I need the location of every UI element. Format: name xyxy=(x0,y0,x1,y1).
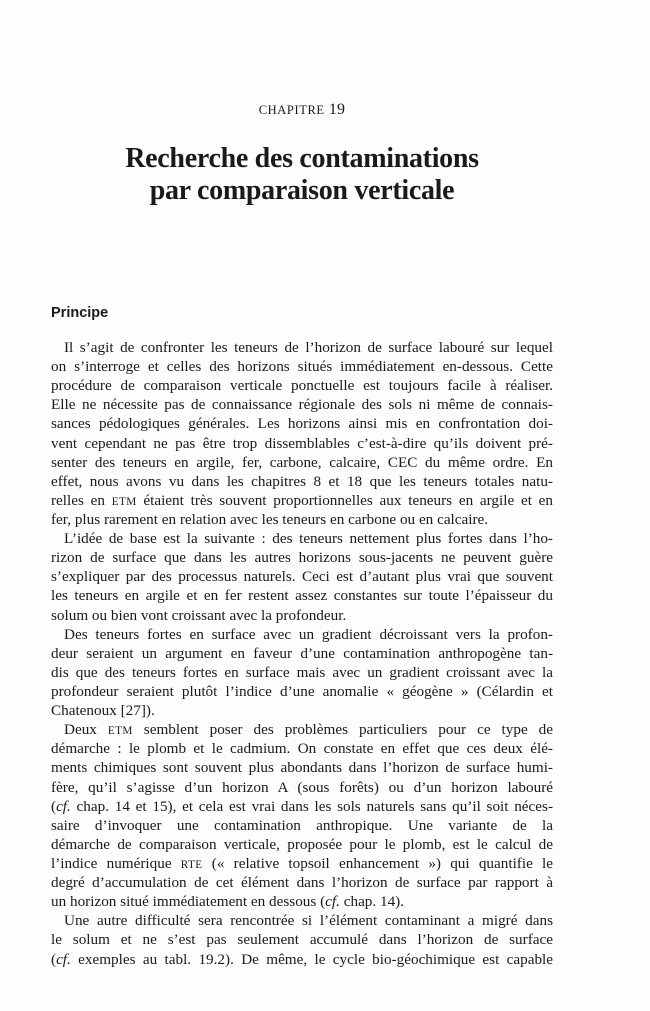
text-line xyxy=(51,625,553,644)
text-segment: étaient très souvent proportionnelles aux teneurs en argile et en xyxy=(136,491,553,509)
text-line xyxy=(51,892,553,911)
text-segment: ments chimiques sont souvent plus abondants dans l’horizon de surface humi- xyxy=(51,759,553,777)
text-segment: fer, plus rarement en relation avec les teneurs en carbone ou en calcaire. xyxy=(51,510,489,528)
chapter-number: 19 xyxy=(328,101,346,118)
chapter-title-line-1: Recherche des contaminations xyxy=(125,143,479,174)
text-line xyxy=(51,510,553,529)
text-segment: l’indice numérique xyxy=(51,854,181,872)
text-segment: Il s’agit de confronter les teneurs de l’horizon de surface labouré sur lequel xyxy=(64,339,553,356)
text-segment: deur seraient un argument en faveur d’une contamination anthropogène tan- xyxy=(51,644,553,662)
text-segment: Des teneurs fortes en surface avec un gradient décroissant vers la profon- xyxy=(64,625,553,643)
chapter-title xyxy=(0,143,604,207)
abbreviation: RTE xyxy=(180,858,203,871)
text-line xyxy=(51,376,553,395)
text-line xyxy=(51,930,553,949)
text-segment: démarche de comparaison verticale, proposée pour le plomb, est le calcul de xyxy=(51,835,553,853)
chapter-label-prefix: CHAPITRE xyxy=(258,103,325,117)
text-line xyxy=(51,472,553,491)
text-line xyxy=(51,663,553,682)
text-segment: effet, nous avons vu dans les chapitres 8 et 18 que les teneurs totales natu- xyxy=(51,472,553,490)
text-line xyxy=(51,491,553,510)
text-segment: procédure de comparaison verticale ponctuelle est toujours facile à réaliser. xyxy=(51,377,553,395)
text-segment: sances pédologiques générales. Les horizons ainsi mis en confrontation doi- xyxy=(51,415,553,433)
text-line xyxy=(51,567,553,586)
text-segment: ( xyxy=(51,950,57,968)
chapter-label xyxy=(0,100,604,120)
text-line xyxy=(51,758,553,777)
text-segment: semblent poser des problèmes particuliers pour ce type de xyxy=(132,721,553,739)
text-segment: rizon de surface que dans les autres horizons sous-jacents ne peuvent guère xyxy=(51,549,553,567)
text-line xyxy=(51,357,553,376)
text-segment: senter des teneurs en argile, fer, carbone, calcaire, CEC du même ordre. En xyxy=(51,453,553,471)
text-segment: chap. 14 et 15), et cela est vrai dans les sols naturels sans qu’il soit néces- xyxy=(70,797,553,815)
text-segment: on s’interroge et celles des horizons situés immédiatement en-dessous. Cette xyxy=(51,358,553,376)
text-segment: relles en xyxy=(51,491,112,509)
text-line xyxy=(51,529,553,548)
text-segment: Chatenoux [27]). xyxy=(51,702,155,720)
text-segment: fère, qu’il s’agisse d’un horizon A (sous forêts) ou d’un horizon labouré xyxy=(51,778,553,796)
text-segment: ( xyxy=(51,797,57,815)
text-line xyxy=(51,586,553,605)
text-segment: saire d’invoquer une contamination anthropique. Une variante de la xyxy=(51,816,553,834)
text-line xyxy=(51,338,553,357)
text-line xyxy=(51,854,553,873)
italic-text: cf. xyxy=(56,950,71,968)
text-line xyxy=(51,453,553,472)
text-line xyxy=(51,548,553,567)
italic-text: cf. xyxy=(325,893,340,911)
body-text xyxy=(51,338,553,969)
text-line xyxy=(51,395,553,414)
text-segment: un horizon situé immédiatement en dessous ( xyxy=(51,893,326,911)
text-line xyxy=(51,797,553,816)
text-line xyxy=(51,816,553,835)
text-line xyxy=(51,434,553,453)
text-segment: démarche : le plomb et le cadmium. On constate en effet que ces deux élé- xyxy=(51,740,553,758)
text-segment: exemples au tabl. 19.2). De même, le cycle bio-géochimique est capable xyxy=(70,950,553,968)
text-segment: vent cependant ne pas être trop dissemblables c’est-à-dire qu’ils doivent pré- xyxy=(51,434,553,452)
text-line xyxy=(51,739,553,758)
text-line xyxy=(51,644,553,663)
italic-text: cf. xyxy=(56,797,71,815)
text-segment: le solum et ne s’est pas seulement accumulé dans l’horizon de surface xyxy=(51,931,553,949)
text-line xyxy=(51,414,553,433)
text-segment: dis que des teneurs fortes en surface mais avec un gradient croissant avec la xyxy=(51,663,553,681)
text-line xyxy=(51,835,553,854)
text-segment: solum ou bien vont croissant avec la profondeur. xyxy=(51,606,347,624)
text-segment: degré d’accumulation de cet élément dans l’horizon de surface par rapport à xyxy=(51,874,553,892)
text-segment: s’expliquer par des processus naturels. Ceci est d’autant plus vrai que souvent xyxy=(51,568,553,586)
text-line xyxy=(51,720,553,739)
section-heading: Principe xyxy=(51,305,109,321)
chapter-title-line-2: par comparaison verticale xyxy=(149,175,455,206)
text-segment: Elle ne nécessite pas de connaissance régionale des sols ni même de connais- xyxy=(51,396,553,414)
text-segment: Une autre difficulté sera rencontrée si l’élément contaminant a migré dans xyxy=(64,912,553,930)
text-line xyxy=(51,701,553,720)
text-segment: (« relative topsoil enhancement ») qui quantifie le xyxy=(202,854,553,872)
text-line xyxy=(51,606,553,625)
abbreviation: ETM xyxy=(107,725,133,738)
text-line xyxy=(51,950,553,969)
text-segment: Deux xyxy=(64,721,108,739)
text-segment: chap. 14). xyxy=(339,893,405,911)
text-segment: les teneurs en argile et en fer restent assez constantes sur toute l’épaisseur du xyxy=(51,587,553,605)
text-line xyxy=(51,778,553,797)
text-segment: profondeur seraient plutôt l’indice d’une anomalie « géogène » (Célardin et xyxy=(51,682,553,700)
text-line xyxy=(51,911,553,930)
text-line xyxy=(51,682,553,701)
text-line xyxy=(51,873,553,892)
abbreviation: ETM xyxy=(111,495,137,508)
text-segment: L’idée de base est la suivante : des teneurs nettement plus fortes dans l’ho- xyxy=(64,530,553,548)
